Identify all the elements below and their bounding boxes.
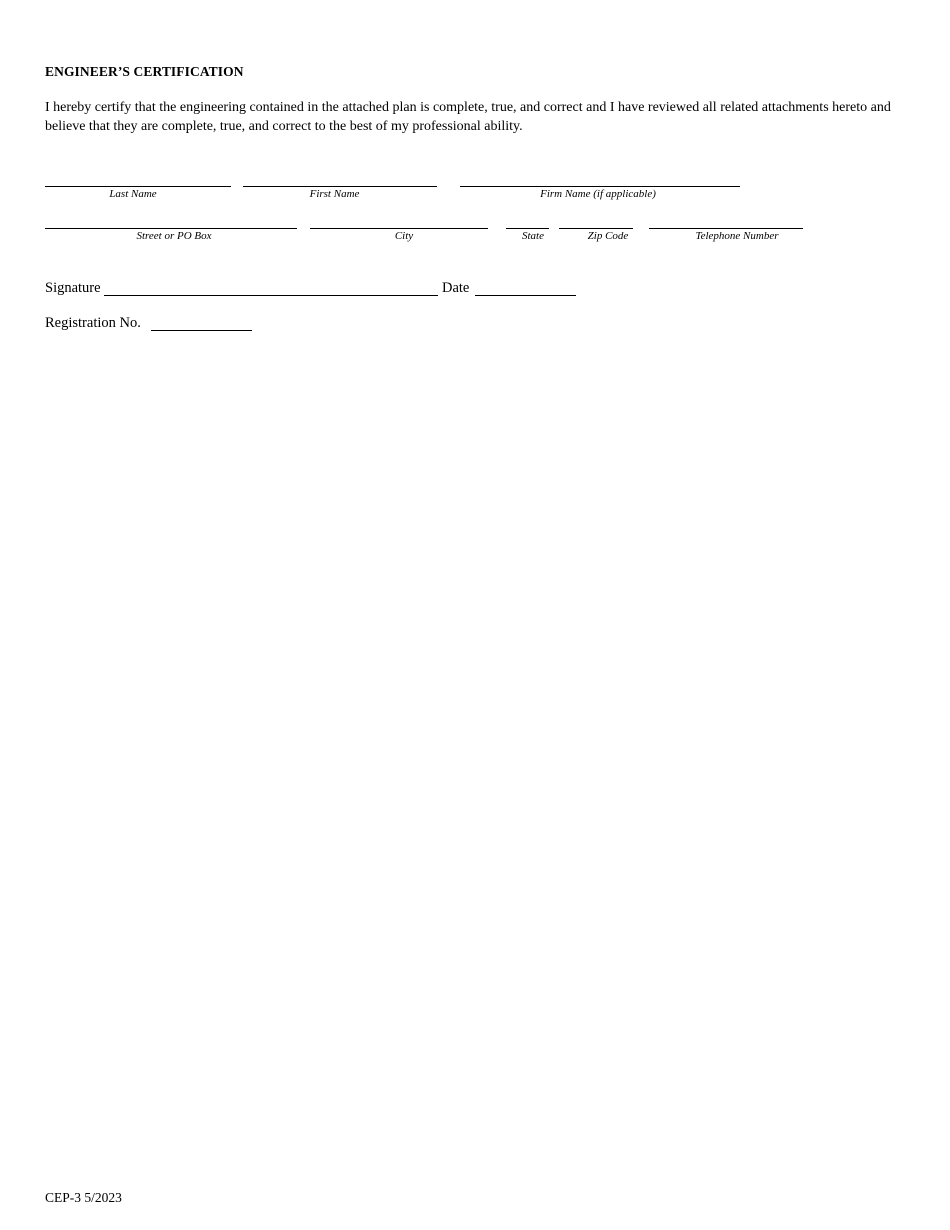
city-line[interactable]: [310, 228, 488, 229]
street-line[interactable]: [45, 228, 297, 229]
date-label: Date: [442, 280, 470, 296]
first-name-line[interactable]: [243, 186, 437, 187]
registration-label: Registration No.: [45, 315, 141, 331]
street-caption: Street or PO Box: [136, 230, 212, 242]
form-code-footer: CEP-3 5/2023: [45, 1190, 122, 1205]
firm-name-line[interactable]: [460, 186, 740, 187]
signature-label: Signature: [45, 280, 101, 296]
date-line[interactable]: [475, 295, 576, 296]
telephone-caption: Telephone Number: [695, 230, 779, 242]
last-name-line[interactable]: [45, 186, 231, 187]
zip-code-line[interactable]: [559, 228, 633, 229]
telephone-line[interactable]: [649, 228, 803, 229]
firm-name-caption: Firm Name (if applicable): [540, 188, 656, 200]
first-name-caption: First Name: [309, 188, 360, 200]
registration-line[interactable]: [151, 330, 252, 331]
certification-statement: I hereby certify that the engineering contained in the attached plan is complete, true, and correct and I have reviewed all related attachments hereto and believe that they are complete, true, and correct to the best of my professional ability.: [45, 100, 891, 134]
state-line[interactable]: [506, 228, 549, 229]
signature-line[interactable]: [104, 295, 438, 296]
zip-code-caption: Zip Code: [587, 230, 629, 242]
city-caption: City: [394, 230, 414, 242]
form-heading: ENGINEER’S CERTIFICATION: [45, 64, 244, 79]
state-caption: State: [522, 230, 544, 242]
last-name-caption: Last Name: [109, 188, 157, 200]
